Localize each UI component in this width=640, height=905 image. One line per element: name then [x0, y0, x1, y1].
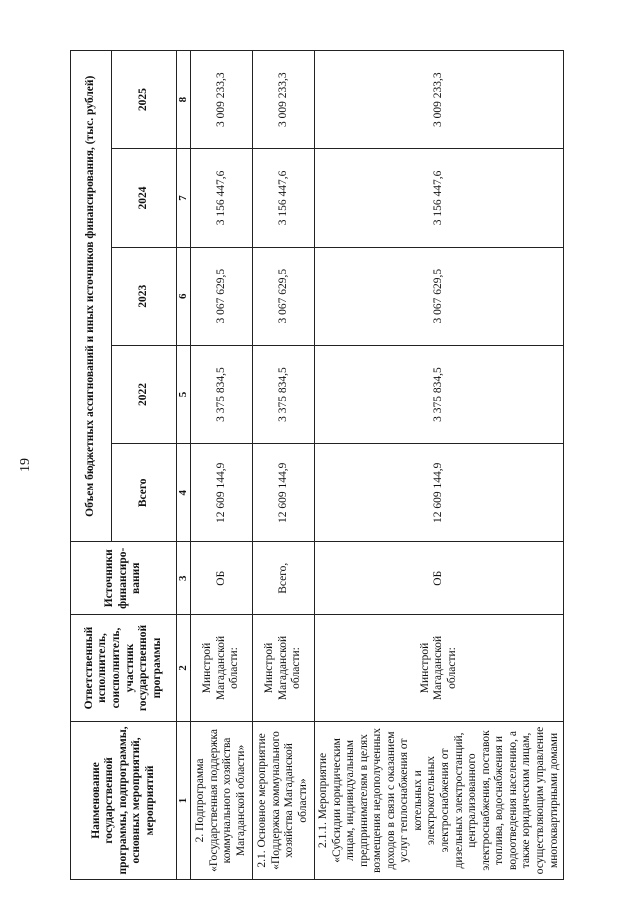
- col-number: 8: [177, 51, 191, 149]
- header-executor: Ответственный исполнитель, соисполнитель, участник государственной программы: [71, 615, 177, 722]
- row-source: ОБ: [314, 542, 563, 615]
- page-number: 19: [18, 458, 33, 472]
- col-number: 3: [177, 542, 191, 615]
- row-2023: 3 067 629,5: [314, 247, 563, 345]
- row-2025: 3 009 233,3: [190, 51, 252, 149]
- row-2022: 3 375 834,5: [190, 345, 252, 443]
- row-name: 2.1.1. Мероприятие «Субсидии юридическим лицам, индивидуальным предпринимателям в целях возмещения недополученных доходов в связи с оказанием услуг теплоснабжения от котельных и электрокотельных электроснабжения от дизельных электростанций, централизованного электроснабжения, поставок топлива, водоснабжения и водоотведения населению, а также юридическим лицам, осуществляющим управление многоквартирными домами: [314, 721, 563, 879]
- landscape-page: [18, 50, 560, 880]
- row-2024: 3 156 447,6: [252, 149, 314, 247]
- funding-table: [70, 50, 564, 880]
- row-2023: 3 067 629,5: [252, 247, 314, 345]
- header-year-2024: 2024: [112, 149, 177, 247]
- col-number: 1: [177, 721, 191, 879]
- row-2022: 3 375 834,5: [314, 345, 563, 443]
- row-executor: Минстрой Магаданской области:: [252, 615, 314, 722]
- row-name: 2. Подпрограмма «Государственная поддержка коммунального хозяйства Магаданской области»: [190, 721, 252, 879]
- header-funding-group: Объем бюджетных ассигнований и иных источников финансирования, (тыс. рублей): [71, 51, 112, 542]
- row-2022: 3 375 834,5: [252, 345, 314, 443]
- row-2023: 3 067 629,5: [190, 247, 252, 345]
- table-row: [252, 51, 314, 880]
- table-row: [314, 51, 563, 880]
- header-total: Всего: [112, 444, 177, 542]
- row-total: 12 609 144,9: [252, 444, 314, 542]
- header-name: Наименование государственной программы, подпрограммы, основных мероприятий, мероприятий: [71, 721, 177, 879]
- col-number: 2: [177, 615, 191, 722]
- col-number: 6: [177, 247, 191, 345]
- row-2025: 3 009 233,3: [314, 51, 563, 149]
- row-source: ОБ: [190, 542, 252, 615]
- col-number: 4: [177, 444, 191, 542]
- col-number: 7: [177, 149, 191, 247]
- header-source: Источники финансиро-вания: [71, 542, 177, 615]
- header-year-2025: 2025: [112, 51, 177, 149]
- row-2024: 3 156 447,6: [314, 149, 563, 247]
- row-2025: 3 009 233,3: [252, 51, 314, 149]
- row-2024: 3 156 447,6: [190, 149, 252, 247]
- row-total: 12 609 144,9: [190, 444, 252, 542]
- row-name: 2.1. Основное мероприятие «Поддержка коммунального хозяйства Магаданской области»: [252, 721, 314, 879]
- header-year-2023: 2023: [112, 247, 177, 345]
- row-source: Всего,: [252, 542, 314, 615]
- header-year-2022: 2022: [112, 345, 177, 443]
- row-executor: Минстрой Магаданской области:: [314, 615, 563, 722]
- row-executor: Минстрой Магаданской области:: [190, 615, 252, 722]
- col-number: 5: [177, 345, 191, 443]
- row-total: 12 609 144,9: [314, 444, 563, 542]
- table-row: [190, 51, 252, 880]
